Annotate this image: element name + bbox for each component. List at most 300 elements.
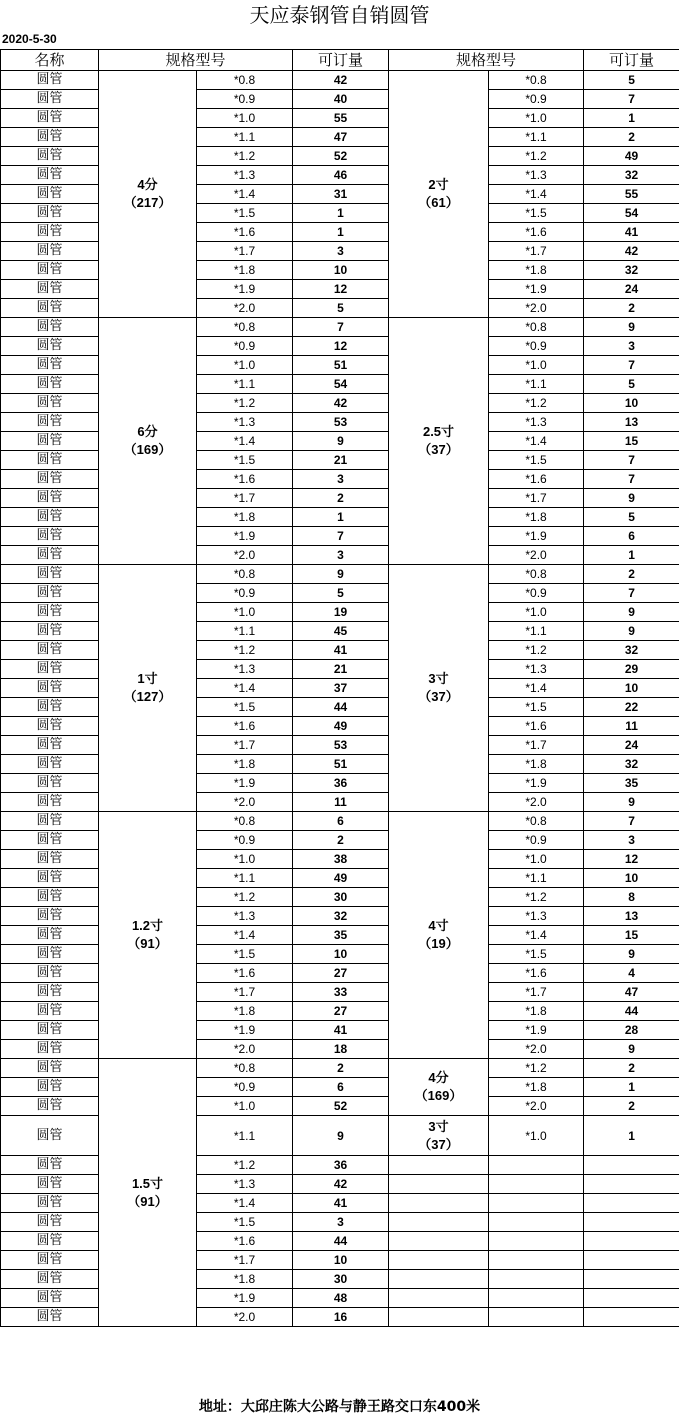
- right-group-label: [389, 812, 489, 1059]
- right-spec: *1.6: [489, 717, 584, 736]
- left-group-label: [99, 565, 197, 812]
- right-qty: 2: [584, 1059, 679, 1078]
- right-spec: *0.9: [489, 584, 584, 603]
- row-name: 圆管: [1, 546, 99, 565]
- right-qty: 54: [584, 204, 679, 223]
- left-qty: 2: [293, 489, 389, 508]
- left-spec: *1.8: [197, 508, 293, 527]
- left-spec: *1.5: [197, 945, 293, 964]
- right-qty: 35: [584, 774, 679, 793]
- left-qty: 42: [293, 71, 389, 90]
- row-name: 圆管: [1, 907, 99, 926]
- table-row: [1, 565, 679, 584]
- row-name: 圆管: [1, 375, 99, 394]
- left-qty: 54: [293, 375, 389, 394]
- row-name: 圆管: [1, 1270, 99, 1289]
- left-qty: 36: [293, 1156, 389, 1175]
- right-spec: *1.8: [489, 261, 584, 280]
- left-qty: 11: [293, 793, 389, 812]
- row-name: 圆管: [1, 337, 99, 356]
- right-qty: 1: [584, 1116, 679, 1156]
- right-spec: *1.0: [489, 850, 584, 869]
- left-qty: 51: [293, 356, 389, 375]
- left-spec: *0.9: [197, 831, 293, 850]
- left-spec: *1.8: [197, 1270, 293, 1289]
- left-spec: *1.6: [197, 717, 293, 736]
- row-name: 圆管: [1, 1116, 99, 1156]
- right-spec: *1.8: [489, 1002, 584, 1021]
- group-size: 4分: [137, 177, 158, 192]
- row-name: 圆管: [1, 755, 99, 774]
- left-qty: 3: [293, 470, 389, 489]
- left-spec: *2.0: [197, 793, 293, 812]
- left-spec: *1.5: [197, 1213, 293, 1232]
- right-spec: *1.5: [489, 698, 584, 717]
- right-qty: 5: [584, 375, 679, 394]
- empty-cell: [389, 1289, 489, 1308]
- row-name: 圆管: [1, 1156, 99, 1175]
- left-spec: *1.1: [197, 869, 293, 888]
- left-qty: 6: [293, 1078, 389, 1097]
- right-spec: *1.9: [489, 280, 584, 299]
- right-spec: *1.9: [489, 774, 584, 793]
- left-spec: *1.2: [197, 1156, 293, 1175]
- right-qty: 4: [584, 964, 679, 983]
- left-spec: *0.9: [197, 584, 293, 603]
- right-spec: *1.6: [489, 223, 584, 242]
- left-qty: 44: [293, 698, 389, 717]
- table-row: [1, 812, 679, 831]
- right-spec: *1.3: [489, 166, 584, 185]
- left-qty: 27: [293, 964, 389, 983]
- header-spec-left: 规格型号: [99, 50, 293, 71]
- left-spec: *0.8: [197, 1059, 293, 1078]
- left-qty: 5: [293, 299, 389, 318]
- left-group-label: [99, 318, 197, 565]
- left-spec: *0.9: [197, 90, 293, 109]
- left-qty: 2: [293, 831, 389, 850]
- left-spec: *1.3: [197, 907, 293, 926]
- left-spec: *0.8: [197, 812, 293, 831]
- row-name: 圆管: [1, 318, 99, 337]
- right-spec: *1.8: [489, 1078, 584, 1097]
- left-spec: *1.4: [197, 185, 293, 204]
- left-qty: 36: [293, 774, 389, 793]
- left-spec: *2.0: [197, 299, 293, 318]
- left-qty: 52: [293, 1097, 389, 1116]
- right-qty: 10: [584, 869, 679, 888]
- row-name: 圆管: [1, 1194, 99, 1213]
- row-name: 圆管: [1, 223, 99, 242]
- row-name: 圆管: [1, 1213, 99, 1232]
- row-name: 圆管: [1, 945, 99, 964]
- table-row: [1, 71, 679, 90]
- left-spec: *1.1: [197, 128, 293, 147]
- left-qty: 42: [293, 394, 389, 413]
- row-name: 圆管: [1, 584, 99, 603]
- right-spec: *1.2: [489, 641, 584, 660]
- left-spec: *1.0: [197, 1097, 293, 1116]
- empty-cell: [389, 1251, 489, 1270]
- right-spec: *0.9: [489, 90, 584, 109]
- group-size: 4寸: [428, 918, 449, 933]
- left-qty: 35: [293, 926, 389, 945]
- left-spec: *1.7: [197, 736, 293, 755]
- right-qty: 2: [584, 128, 679, 147]
- empty-cell: [489, 1194, 584, 1213]
- left-qty: 9: [293, 432, 389, 451]
- right-spec: *2.0: [489, 546, 584, 565]
- empty-cell: [389, 1270, 489, 1289]
- right-qty: 3: [584, 831, 679, 850]
- right-qty: 13: [584, 907, 679, 926]
- right-qty: 11: [584, 717, 679, 736]
- group-total: （91）: [127, 936, 168, 951]
- row-name: 圆管: [1, 147, 99, 166]
- row-name: 圆管: [1, 964, 99, 983]
- left-qty: 21: [293, 451, 389, 470]
- empty-cell: [584, 1194, 679, 1213]
- left-spec: *1.7: [197, 983, 293, 1002]
- right-spec: *2.0: [489, 1040, 584, 1059]
- left-qty: 12: [293, 280, 389, 299]
- right-qty: 15: [584, 926, 679, 945]
- empty-cell: [584, 1213, 679, 1232]
- right-qty: 1: [584, 109, 679, 128]
- right-qty: 7: [584, 90, 679, 109]
- left-qty: 9: [293, 1116, 389, 1156]
- left-group-label: [99, 71, 197, 318]
- left-spec: *1.9: [197, 774, 293, 793]
- right-spec: *1.1: [489, 128, 584, 147]
- group-size: 2.5寸: [422, 424, 455, 439]
- empty-cell: [489, 1308, 584, 1327]
- header-qty-right: 可订量: [584, 50, 679, 71]
- left-spec: *1.0: [197, 356, 293, 375]
- right-qty: 9: [584, 793, 679, 812]
- row-name: 圆管: [1, 869, 99, 888]
- right-qty: 29: [584, 660, 679, 679]
- row-name: 圆管: [1, 394, 99, 413]
- left-spec: *1.4: [197, 926, 293, 945]
- left-spec: *2.0: [197, 1040, 293, 1059]
- right-spec: *1.1: [489, 375, 584, 394]
- right-spec: *1.0: [489, 356, 584, 375]
- right-qty: 1: [584, 1078, 679, 1097]
- row-name: 圆管: [1, 1175, 99, 1194]
- left-spec: *1.1: [197, 1116, 293, 1156]
- left-qty: 19: [293, 603, 389, 622]
- right-spec: *1.7: [489, 242, 584, 261]
- left-spec: *1.0: [197, 603, 293, 622]
- left-spec: *1.1: [197, 622, 293, 641]
- right-qty: 41: [584, 223, 679, 242]
- row-name: 圆管: [1, 356, 99, 375]
- right-qty: 7: [584, 451, 679, 470]
- group-total: （37）: [418, 689, 459, 704]
- row-name: 圆管: [1, 1308, 99, 1327]
- right-group-label: [389, 71, 489, 318]
- right-spec: *1.9: [489, 1021, 584, 1040]
- row-name: 圆管: [1, 1078, 99, 1097]
- right-qty: 9: [584, 1040, 679, 1059]
- group-size: 6分: [137, 424, 158, 439]
- right-spec: *1.4: [489, 185, 584, 204]
- right-qty: 6: [584, 527, 679, 546]
- right-qty: 5: [584, 508, 679, 527]
- left-qty: 41: [293, 641, 389, 660]
- row-name: 圆管: [1, 641, 99, 660]
- row-name: 圆管: [1, 1251, 99, 1270]
- right-spec: *1.5: [489, 204, 584, 223]
- right-spec: *1.2: [489, 147, 584, 166]
- left-qty: 16: [293, 1308, 389, 1327]
- left-spec: *1.4: [197, 432, 293, 451]
- left-qty: 55: [293, 109, 389, 128]
- right-qty: 32: [584, 641, 679, 660]
- right-spec: *1.7: [489, 736, 584, 755]
- right-spec: *1.9: [489, 527, 584, 546]
- empty-cell: [389, 1232, 489, 1251]
- left-spec: *1.3: [197, 660, 293, 679]
- address-footer: 地址：大邱庄陈大公路与静王路交口东400米: [198, 1399, 481, 1415]
- row-name: 圆管: [1, 660, 99, 679]
- left-spec: *1.2: [197, 888, 293, 907]
- right-qty: 5: [584, 71, 679, 90]
- right-qty: 55: [584, 185, 679, 204]
- right-qty: 10: [584, 394, 679, 413]
- left-spec: *1.1: [197, 375, 293, 394]
- left-spec: *1.2: [197, 641, 293, 660]
- left-qty: 53: [293, 736, 389, 755]
- right-spec: *1.1: [489, 622, 584, 641]
- right-spec: *1.7: [489, 489, 584, 508]
- left-qty: 32: [293, 907, 389, 926]
- left-spec: *0.9: [197, 337, 293, 356]
- empty-cell: [584, 1308, 679, 1327]
- right-qty: 2: [584, 299, 679, 318]
- left-qty: 49: [293, 869, 389, 888]
- empty-cell: [584, 1156, 679, 1175]
- row-name: 圆管: [1, 1002, 99, 1021]
- group-size: 1.5寸: [131, 1175, 164, 1191]
- row-name: 圆管: [1, 1232, 99, 1251]
- left-spec: *1.7: [197, 489, 293, 508]
- right-qty: 12: [584, 850, 679, 869]
- right-qty: 9: [584, 622, 679, 641]
- empty-cell: [389, 1156, 489, 1175]
- right-qty: 32: [584, 261, 679, 280]
- right-group-label: [389, 318, 489, 565]
- right-spec: *1.1: [489, 869, 584, 888]
- left-spec: *1.8: [197, 755, 293, 774]
- empty-cell: [389, 1308, 489, 1327]
- empty-cell: [584, 1232, 679, 1251]
- row-name: 圆管: [1, 812, 99, 831]
- right-qty: 2: [584, 565, 679, 584]
- row-name: 圆管: [1, 299, 99, 318]
- empty-cell: [489, 1213, 584, 1232]
- left-qty: 38: [293, 850, 389, 869]
- right-spec: *1.0: [489, 603, 584, 622]
- left-qty: 1: [293, 204, 389, 223]
- row-name: 圆管: [1, 698, 99, 717]
- right-qty: 8: [584, 888, 679, 907]
- left-spec: *1.3: [197, 413, 293, 432]
- row-name: 圆管: [1, 413, 99, 432]
- group-total: （37）: [418, 442, 459, 457]
- group-size: 1.2寸: [131, 918, 164, 933]
- left-spec: *1.9: [197, 1021, 293, 1040]
- left-spec: *1.6: [197, 1232, 293, 1251]
- row-name: 圆管: [1, 261, 99, 280]
- row-name: 圆管: [1, 470, 99, 489]
- empty-cell: [489, 1232, 584, 1251]
- empty-cell: [489, 1175, 584, 1194]
- right-group-label: [389, 1059, 489, 1116]
- left-qty: 27: [293, 1002, 389, 1021]
- left-qty: 48: [293, 1289, 389, 1308]
- table-header-row: [1, 50, 679, 71]
- header-spec-right: 规格型号: [389, 50, 584, 71]
- group-size: 3寸: [428, 1118, 449, 1134]
- right-group-label: [389, 1116, 489, 1156]
- row-name: 圆管: [1, 489, 99, 508]
- row-name: 圆管: [1, 717, 99, 736]
- left-qty: 51: [293, 755, 389, 774]
- left-qty: 10: [293, 261, 389, 280]
- group-total: （169）: [123, 442, 172, 457]
- left-spec: *1.6: [197, 470, 293, 489]
- right-spec: *1.3: [489, 660, 584, 679]
- left-qty: 41: [293, 1021, 389, 1040]
- row-name: 圆管: [1, 242, 99, 261]
- right-spec: *0.8: [489, 565, 584, 584]
- row-name: 圆管: [1, 432, 99, 451]
- left-spec: *1.7: [197, 1251, 293, 1270]
- row-name: 圆管: [1, 774, 99, 793]
- right-spec: *1.2: [489, 1059, 584, 1078]
- left-spec: *0.9: [197, 1078, 293, 1097]
- empty-cell: [389, 1213, 489, 1232]
- row-name: 圆管: [1, 1097, 99, 1116]
- left-qty: 5: [293, 584, 389, 603]
- group-total: （217）: [123, 195, 172, 210]
- left-spec: *0.8: [197, 318, 293, 337]
- group-total: （127）: [123, 689, 172, 704]
- left-qty: 10: [293, 945, 389, 964]
- empty-cell: [584, 1175, 679, 1194]
- left-group-label: [99, 1059, 197, 1327]
- right-qty: 49: [584, 147, 679, 166]
- right-qty: 9: [584, 945, 679, 964]
- row-name: 圆管: [1, 1059, 99, 1078]
- left-spec: *1.5: [197, 204, 293, 223]
- header-qty-left: 可订量: [293, 50, 389, 71]
- left-qty: 10: [293, 1251, 389, 1270]
- row-name: 圆管: [1, 926, 99, 945]
- left-qty: 6: [293, 812, 389, 831]
- right-spec: *0.8: [489, 71, 584, 90]
- empty-cell: [389, 1194, 489, 1213]
- left-spec: *1.8: [197, 1002, 293, 1021]
- right-qty: 13: [584, 413, 679, 432]
- right-qty: 15: [584, 432, 679, 451]
- left-qty: 41: [293, 1194, 389, 1213]
- left-spec: *1.4: [197, 1194, 293, 1213]
- right-qty: 7: [584, 356, 679, 375]
- left-qty: 1: [293, 508, 389, 527]
- group-size: 1寸: [137, 671, 158, 686]
- row-name: 圆管: [1, 128, 99, 147]
- row-name: 圆管: [1, 679, 99, 698]
- group-total: （61）: [418, 195, 459, 210]
- left-spec: *1.9: [197, 280, 293, 299]
- header-name: 名称: [1, 50, 99, 71]
- right-spec: *1.2: [489, 888, 584, 907]
- empty-cell: [489, 1156, 584, 1175]
- left-spec: *1.7: [197, 242, 293, 261]
- left-spec: *1.5: [197, 698, 293, 717]
- right-spec: *1.0: [489, 109, 584, 128]
- right-spec: *1.5: [489, 451, 584, 470]
- right-spec: *0.9: [489, 831, 584, 850]
- right-qty: 24: [584, 280, 679, 299]
- right-spec: *1.5: [489, 945, 584, 964]
- row-name: 圆管: [1, 983, 99, 1002]
- left-qty: 31: [293, 185, 389, 204]
- right-spec: *0.8: [489, 318, 584, 337]
- left-spec: *1.3: [197, 166, 293, 185]
- row-name: 圆管: [1, 850, 99, 869]
- left-qty: 7: [293, 527, 389, 546]
- left-spec: *1.4: [197, 679, 293, 698]
- right-qty: 28: [584, 1021, 679, 1040]
- group-total: （169）: [414, 1088, 463, 1103]
- empty-cell: [489, 1270, 584, 1289]
- right-qty: 9: [584, 489, 679, 508]
- row-name: 圆管: [1, 451, 99, 470]
- left-qty: 2: [293, 1059, 389, 1078]
- right-qty: 10: [584, 679, 679, 698]
- right-spec: *2.0: [489, 299, 584, 318]
- right-spec: *1.6: [489, 964, 584, 983]
- left-qty: 30: [293, 888, 389, 907]
- left-qty: 49: [293, 717, 389, 736]
- left-qty: 30: [293, 1270, 389, 1289]
- left-qty: 7: [293, 318, 389, 337]
- row-name: 圆管: [1, 166, 99, 185]
- left-qty: 21: [293, 660, 389, 679]
- group-size: 4分: [428, 1070, 449, 1085]
- left-qty: 46: [293, 166, 389, 185]
- table-row: [1, 1059, 679, 1078]
- row-name: 圆管: [1, 527, 99, 546]
- empty-cell: [489, 1251, 584, 1270]
- row-name: 圆管: [1, 280, 99, 299]
- left-qty: 1: [293, 223, 389, 242]
- row-name: 圆管: [1, 622, 99, 641]
- left-qty: 47: [293, 128, 389, 147]
- left-qty: 42: [293, 1175, 389, 1194]
- row-name: 圆管: [1, 1289, 99, 1308]
- right-spec: *1.0: [489, 1116, 584, 1156]
- row-name: 圆管: [1, 736, 99, 755]
- left-qty: 18: [293, 1040, 389, 1059]
- left-spec: *0.8: [197, 71, 293, 90]
- left-spec: *1.9: [197, 1289, 293, 1308]
- left-qty: 3: [293, 546, 389, 565]
